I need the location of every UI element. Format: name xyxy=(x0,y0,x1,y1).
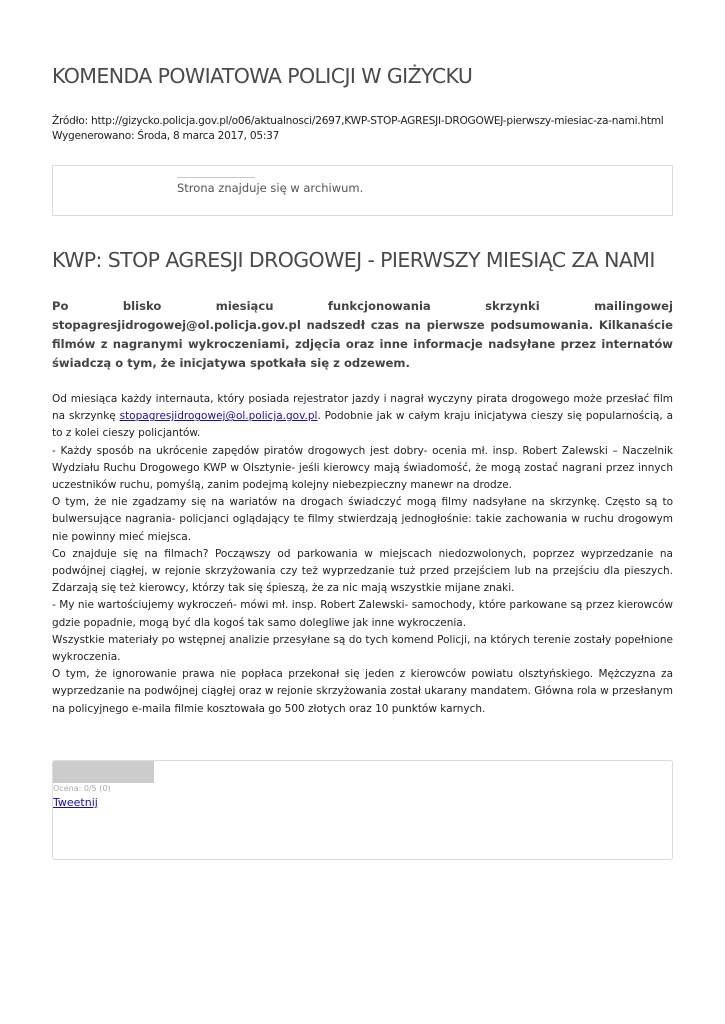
source-line: Źródło: http://gizycko.policja.gov.pl/o06/aktualnosci/2697,KWP-STOP-AGRESJI-DROGOWEJ-pierwszy-miesiac-za-nami.html xyxy=(52,115,664,127)
paragraph-text: Od miesiąca każdy internauta, który posiada rejestrator jazdy i nagrał wyczyny pirata drogowego może przesłać film na skrzynkę xyxy=(52,393,673,423)
archive-divider xyxy=(177,177,255,178)
archive-notice-box xyxy=(52,165,673,216)
paragraph-text: . Podobnie jak w całym kraju inicjatywa cieszy się popularnością, a to z kolei cieszy policjantów. xyxy=(52,410,674,440)
tweet-link[interactable]: Tweetnij xyxy=(53,796,98,809)
rating-box xyxy=(52,760,673,860)
document-meta xyxy=(52,114,664,144)
rating-label: Ocena: 0/5 (0) xyxy=(53,784,111,793)
article-paragraph: O tym, że ignorowanie prawa nie popłaca przekonał się jeden z kierowców powiatu olsztyńskiego. Mężczyzna za wyprzedzanie na podwójnej ciągłej oraz w rejonie skrzyżowania został ukarany mandatem. Główna rola w przesłanym na policyjnego e-maila filmie kosztowała go 500 złotych oraz 10 punktów karnych. xyxy=(52,668,673,715)
article-lead: Po blisko miesiącu funkcjonowania skrzynki mailingowej stopagresjidrogowej@ol.policja.gov.pl nadszedł czas na pierwsze podsumowania. Kilkanaście filmów z nagranymi wykroczeniami, zdjęcia oraz inne informacje nadsyłane przez internatów świadczą o tym, że inicjatywa spotkała się z odzewem. xyxy=(52,299,673,370)
article-paragraph: - Każdy sposób na ukrócenie zapędów piratów drogowych jest dobry- ocenia mł. insp. Robert Zalewski – Naczelnik Wydziału Ruchu Drogowego KWP w Olsztynie- jeśli kierowcy mają świadomość, że mogą zostać nagrani przez innych uczestników ruchu, pomyślą, zanim podejmą kolejny niebezpieczny manewr na drodze. xyxy=(52,444,673,492)
generated-line: Wygenerowano: Środa, 8 marca 2017, 05:37 xyxy=(52,130,280,142)
rating-stars-bar[interactable] xyxy=(53,761,154,783)
article-paragraph: Co znajduje się na filmach? Począwszy od parkowania w miejscach niedozwolonych, poprzez wyprzedzanie na podwójnej ciągłej, w rejonie skrzyżowania czy też wyprzedzanie tuż przed przejściem lub na przejściu dla pieszych. Zdarzają się też kierowcy, którzy tak się śpieszą, że za nic mają wszystkie mijane znaki. xyxy=(52,547,673,595)
article-paragraph: Wszystkie materiały po wstępnej analizie przesyłane są do tych komend Policji, na których terenie zostały popełnione wykroczenia. xyxy=(52,633,673,664)
site-title: KOMENDA POWIATOWA POLICJI W GIŻYCKU xyxy=(52,64,473,88)
article-title: KWP: STOP AGRESJI DROGOWEJ - PIERWSZY MIESIĄC ZA NAMI xyxy=(52,248,655,272)
archive-notice-text: Strona znajduje się w archiwum. xyxy=(177,181,364,195)
article-paragraph xyxy=(52,391,673,443)
mailbox-email-link[interactable]: stopagresjidrogowej@ol.policja.gov.pl xyxy=(119,410,318,423)
article-body xyxy=(52,391,673,718)
article-paragraph: - My nie wartościujemy wykroczeń- mówi mł. insp. Robert Zalewski- samochody, które parkowane są przez kierowców gdzie popadnie, mogą być dla kogoś tak samo dolegliwe jak inne wykroczenia. xyxy=(52,599,673,629)
article-paragraph: O tym, że nie zgadzamy się na wariatów na drogach świadczyć mogą filmy nadsyłane na skrzynkę. Często są to bulwersujące nagrania- policjanci oglądający te filmy stwierdzają jednogłośnie: takie zachowania w ruchu drogowym nie powinny mieć miejsca. xyxy=(52,496,673,543)
